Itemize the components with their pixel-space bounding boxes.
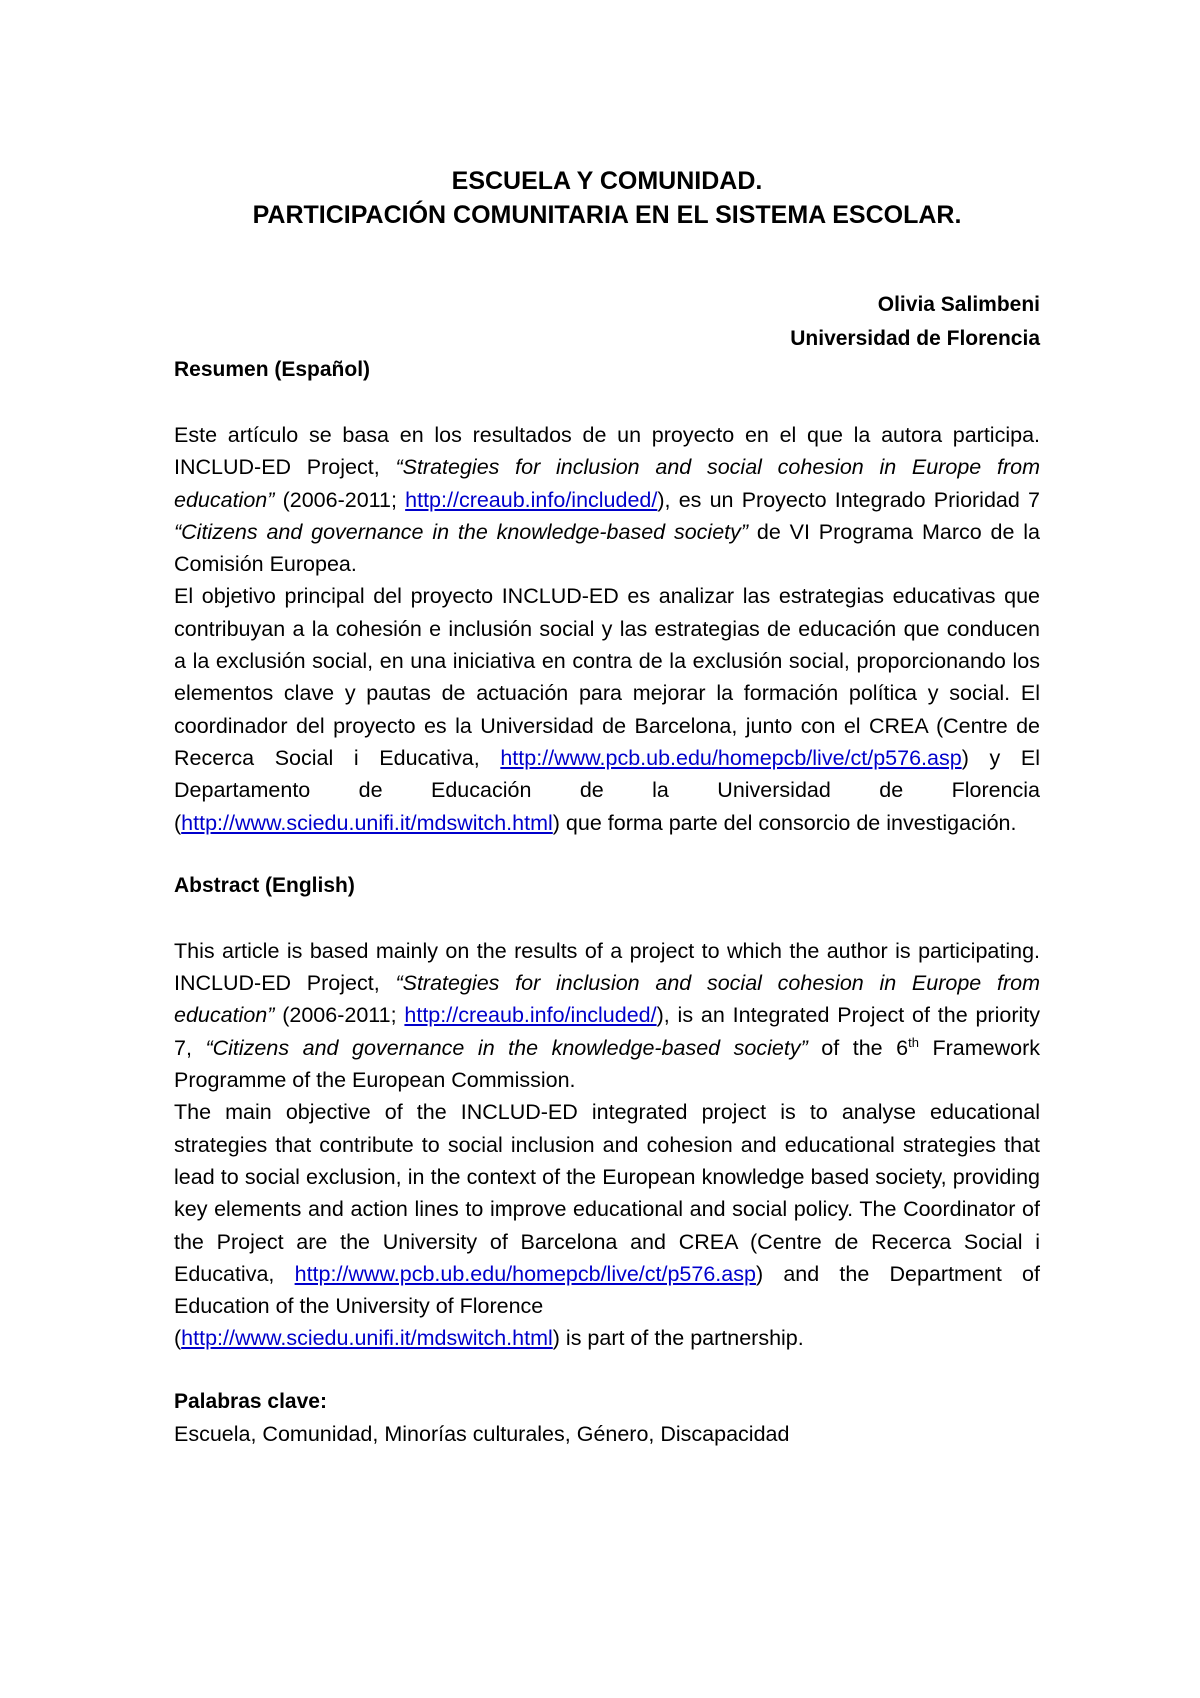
abstract-p2-text-a: The main objective of the INCLUD-ED integrated project is to analyse educational strategies that contribute to social inclusion and cohesion and educational strategies that lead to social exclusion, in the context of the European knowledge based society, providing key elements and action lines to improve educational and social policy. The Coordinator of the Project are the University of Barcelona and CREA (Centre de Recerca Social i Educativa, — [174, 1100, 1040, 1286]
abstract-p1-text-b: (2006-2011; — [274, 1003, 405, 1028]
resumen-p1-text-c: ), es un Proyecto Integrado Prioridad 7 — [657, 487, 1040, 512]
abstract-p1-project-title: “Strategies for inclusion and social cohesion in Europe from education” — [174, 971, 1041, 1028]
keywords-list: Escuela, Comunidad, Minorías culturales, Género, Discapacidad — [174, 1421, 790, 1446]
keywords-heading: Palabras clave: — [174, 1389, 327, 1413]
resumen-p1-text-d: de VI Programa Marco de la Comisión Europea. — [174, 519, 1040, 577]
document-title — [174, 164, 1040, 232]
resumen-heading: Resumen (Español) — [174, 358, 371, 381]
abstract-paragraph-2 — [174, 1096, 1040, 1322]
resumen-p1-text-a: Este artículo se basa en los resultados de un proyecto en el que la autora participa. INCLUD-ED Project, — [174, 423, 1040, 480]
abstract-p1-superscript: th — [908, 1034, 919, 1050]
resumen-p2-text-a: El objetivo principal del proyecto INCLUD-ED es analizar las estrategias educativas que contribuyan a la cohesión e inclusión social y las estrategias de educación que conducen a la exclusión social, en una iniciativa en contra de la exclusión social, proporcionando los elementos clave y pautas de actuación para mejorar la formación política y social. El coordinador del proyecto es la Universidad de Barcelona, junto con el CREA (Centre de Recerca Social i Educativa, — [174, 584, 1040, 770]
abstract-link-sciedu[interactable]: http://www.sciedu.unifi.it/mdswitch.html — [181, 1326, 553, 1351]
author-name: Olivia Salimbeni — [877, 293, 1040, 316]
abstract-paragraph-1 — [174, 935, 1040, 1096]
author-affiliation: Universidad de Florencia — [790, 327, 1040, 350]
resumen-paragraph-1 — [174, 419, 1040, 580]
abstract-p2-text-b: ) and the Department of Education of the University of Florence — [174, 1261, 1040, 1319]
abstract-paragraph-3 — [174, 1322, 1040, 1354]
abstract-link-creaub[interactable]: http://creaub.info/included/ — [404, 1003, 657, 1028]
resumen-link-sciedu[interactable]: http://www.sciedu.unifi.it/mdswitch.html — [181, 810, 553, 835]
resumen-paragraph-2 — [174, 580, 1040, 838]
resumen-link-pcb[interactable]: http://www.pcb.ub.edu/homepcb/live/ct/p576.asp — [500, 745, 962, 770]
abstract-p1-text-c: ), is an Integrated Project of the priority 7, — [174, 1003, 1040, 1060]
abstract-p3-text-a: ( — [174, 1326, 182, 1351]
abstract-link-pcb[interactable]: http://www.pcb.ub.edu/homepcb/live/ct/p576.asp — [294, 1261, 756, 1286]
title-line-1: ESCUELA Y COMUNIDAD. — [451, 167, 763, 195]
abstract-p3-text-b: ) is part of the partnership. — [552, 1326, 804, 1351]
resumen-p1-text-b: (2006-2011; — [274, 487, 406, 512]
abstract-p1-text-e: Framework Programme of the European Commission. — [174, 1035, 1041, 1093]
abstract-p1-text-a: This article is based mainly on the results of a project to which the author is participating. INCLUD-ED Project, — [174, 938, 1040, 996]
document-page — [174, 164, 1040, 1450]
resumen-p2-text-b: ) y El Departamento de Educación de la Universidad de Florencia ( — [174, 745, 1040, 835]
resumen-p1-priority-title: “Citizens and governance in the knowledge-based society” — [174, 519, 749, 544]
abstract-heading: Abstract (English) — [174, 873, 355, 897]
resumen-p1-project-title: “Strategies for inclusion and social cohesion in Europe from education” — [174, 455, 1041, 512]
resumen-link-creaub[interactable]: http://creaub.info/included/ — [405, 487, 658, 512]
abstract-p1-text-d: of the 6 — [807, 1035, 909, 1060]
author-block — [174, 288, 1040, 356]
title-line-2: PARTICIPACIÓN COMUNITARIA EN EL SISTEMA ESCOLAR. — [252, 201, 962, 229]
resumen-p2-text-c: ) que forma parte del consorcio de investigación. — [552, 810, 1017, 835]
abstract-p1-priority-title: “Citizens and governance in the knowledge-based society” — [205, 1035, 808, 1060]
